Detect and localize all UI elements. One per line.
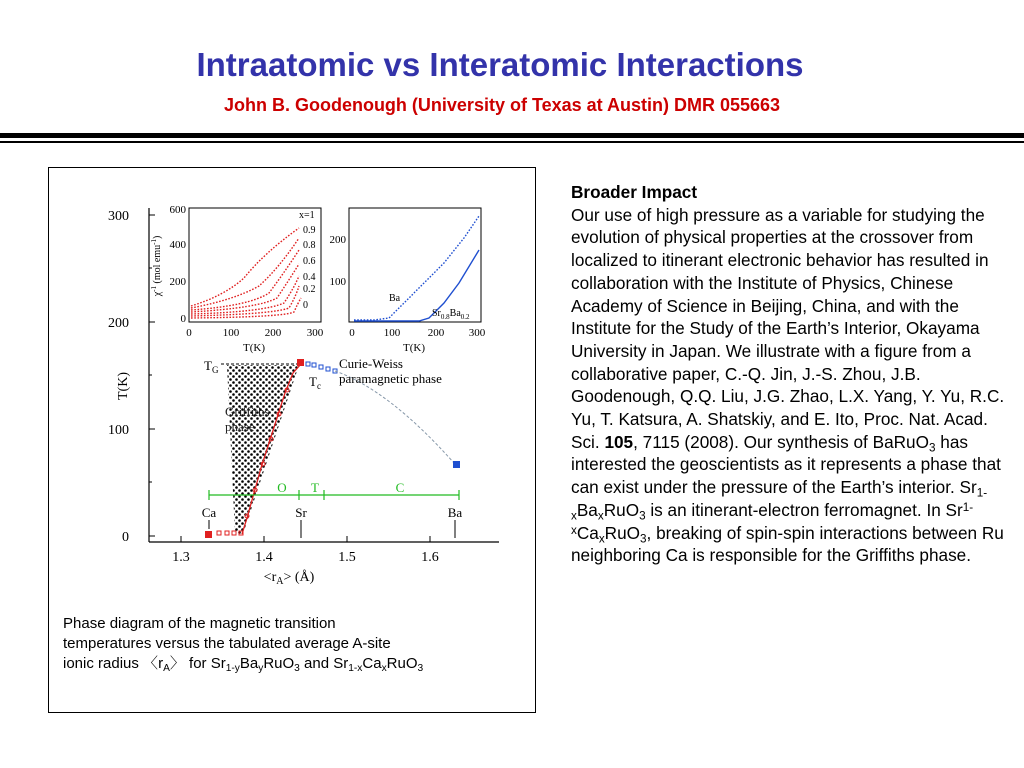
header-rule-thin	[0, 141, 1024, 143]
inset-left-x-0.4: 0.4	[303, 272, 316, 283]
main-xtick-1.4: 1.4	[255, 550, 273, 565]
marker-ba-label: Ba	[447, 505, 463, 520]
inset-right-xtick-300: 300	[468, 327, 486, 339]
inset-left-xtick-300: 300	[306, 327, 324, 339]
inset-right-xtick-100: 100	[383, 327, 401, 339]
inset-left-xtick-100: 100	[222, 327, 240, 339]
header-rule-thick	[0, 133, 1024, 138]
inset-left-ytick-200: 200	[169, 276, 186, 288]
inset-left-xtick-200: 200	[264, 327, 282, 339]
broader-impact-body: Our use of high pressure as a variable for studying the evolution of physical properties at the crossover from localized to itinerant electronic behavior has resulted in collaboration with the Institute of Physics, Chinese Academy of Science in Beijing, China, and with the Institute for the Study of the Earth’s Interior, Okayama University in Japan. We illustrate with a figure from a collaborative paper, C.-Q. Jin, J.-S. Zhou, J.B. Goodenough, Q.Q. Liu, J.G. Zhao, L.X. Yang, Y. Yu, R.C. Yu, T. Katsura, A. Shatskiy, and E. Ito, Proc. Nat. Acad. Sci. 105, 7115 (2008). Our synthesis of BaRuO$_3$ has interested the geoscientists as it represents a phase that can exist under the pressure of the Earth’s interior. $Sr_{1-x}Ba_xRuO_3$ is an itinerant-electron ferromagnet. In $Sr^{1-x}Ca_xRuO_3$, breaking of spin-spin interactions between Ru neighboring Ca is responsible for the Griffiths phase.	[571, 204, 1005, 566]
broader-impact-section	[571, 181, 1011, 567]
marker-ca-label: Ca	[201, 505, 217, 520]
broader-impact-heading: Broader Impact	[571, 182, 698, 202]
inset-left-ytick-400: 400	[169, 239, 186, 251]
inset-left-xtick-0: 0	[186, 327, 192, 339]
sr-point	[297, 359, 304, 366]
marker-sr-label: Sr	[295, 505, 307, 520]
tg-label: $T_G$	[204, 358, 219, 375]
griffiths-region	[227, 365, 299, 534]
curie-weiss-label-1: Curie-Weiss	[339, 356, 403, 371]
curie-weiss-label-2: paramagnetic phase	[339, 371, 442, 386]
griffiths-label-2: phase	[225, 419, 255, 434]
main-ytick-300: 300	[108, 209, 129, 224]
main-xtick-1.5: 1.5	[338, 550, 356, 565]
slide-subtitle: John B. Goodenough (University of Texas at Austin) DMR 055663	[223, 95, 781, 115]
main-x-ticks	[181, 536, 430, 542]
inset-left-xlabel: T(K)	[243, 342, 265, 354]
caption-line-2: temperatures versus the tabulated average A-site	[63, 635, 391, 652]
inset-right-xlabel: T(K)	[403, 342, 425, 354]
main-ytick-100: 100	[108, 423, 129, 438]
inset-right-ytick-200: 200	[329, 234, 346, 246]
inset-left-ytick-600: 600	[169, 204, 186, 216]
inset-left-x-0.9: 0.9	[303, 225, 316, 236]
ba-point	[453, 461, 460, 468]
inset-left-ylabel: $\chi^{-1}$ (mol emu$^{-1}$)	[150, 235, 163, 297]
griffiths-label-1: Griffiths	[225, 404, 270, 419]
main-ytick-200: 200	[108, 316, 129, 331]
figure-caption	[63, 614, 533, 674]
inset-right	[330, 208, 486, 354]
inset-right-frame	[349, 208, 481, 322]
inset-left-x-1: x=1	[299, 210, 315, 221]
inset-right-xtick-200: 200	[427, 327, 445, 339]
inset-left-ytick-0: 0	[180, 313, 186, 325]
blue-near-sr-points	[306, 362, 337, 373]
slide-title: Intraatomic vs Interatomic Interactions	[196, 46, 804, 83]
tc-label: $T_c$	[309, 374, 321, 391]
caption-line-1: Phase diagram of the magnetic transition	[63, 615, 336, 632]
caption-line-3: ionic radius 〈$r_A$〉 for $Sr_{1-y}Ba_yRuO_3$ and $Sr_{1-x}Ca_xRuO_3$	[63, 655, 424, 674]
main-ytick-0: 0	[122, 530, 129, 545]
inset-left	[150, 204, 324, 354]
phase-C-label: C	[395, 480, 405, 495]
phase-diagram-figure	[49, 168, 535, 608]
inset-right-ytick-100: 100	[329, 276, 346, 288]
inset-left-x-0.8: 0.8	[303, 240, 316, 251]
inset-left-x-0.6: 0.6	[303, 256, 316, 267]
phase-O-label: O	[277, 480, 287, 495]
phase-T-label: T	[311, 480, 319, 495]
inset-left-x-0: 0	[303, 300, 308, 311]
main-ylabel: T(K)	[116, 372, 131, 400]
figure-box	[48, 167, 536, 713]
inset-left-x-0.2: 0.2	[303, 284, 316, 295]
main-xlabel: $<r_A>$ (Å)	[263, 570, 315, 587]
ca-point	[205, 531, 212, 538]
inset-right-ba-label: Ba	[389, 293, 401, 304]
main-xtick-1.6: 1.6	[421, 550, 439, 565]
inset-right-xtick-0: 0	[349, 327, 355, 339]
main-xtick-1.3: 1.3	[172, 550, 190, 565]
inset-right-srba-label: $Sr_{0.8}Ba_{0.2}$	[432, 308, 470, 321]
